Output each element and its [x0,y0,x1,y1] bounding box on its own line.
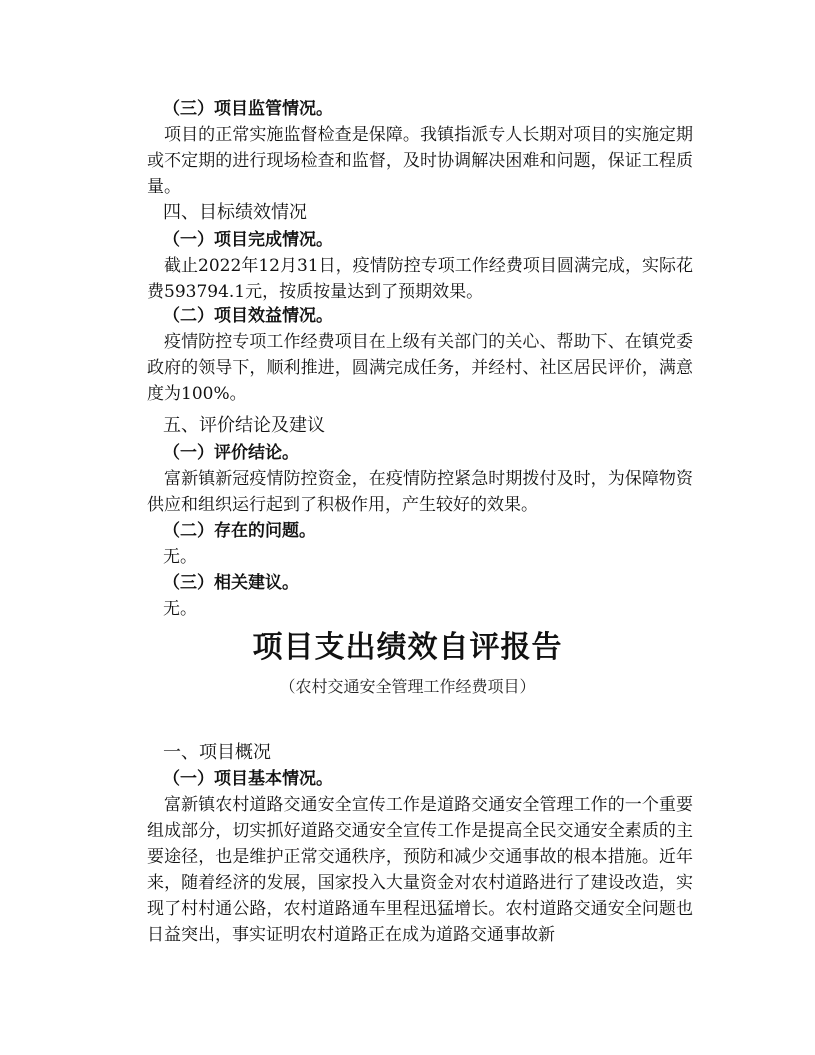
part4-heading: 四、目标绩效情况 [163,202,307,223]
report-title: 项目支出绩效自评报告 [252,630,563,665]
problems-heading: （二）存在的问题。 [163,521,316,541]
conclusion-heading: （一）评价结论。 [163,443,299,463]
part5-heading: 五、评价结论及建议 [163,415,325,436]
completion-body: 截止2022年12月31日，疫情防控专项工作经费项目圆满完成，实际花费593794.1元，按质按量达到了预期效果。 [147,256,693,302]
benefit-heading: （二）项目效益情况。 [163,306,333,326]
supervision-heading: （三）项目监管情况。 [163,99,333,119]
conclusion-body: 富新镇新冠疫情防控资金，在疫情防控紧急时期拨付及时，为保障物资供应和组织运行起到了积极作用，产生较好的效果。 [147,469,693,515]
suggestions-heading: （三）相关建议。 [163,573,299,593]
benefit-body: 疫情防控专项工作经费项目在上级有关部门的关心、帮助下、在镇党委政府的领导下，顺利推进，圆满完成任务，并经村、社区居民评价，满意度为100%。 [147,332,693,404]
report-subtitle: （农村交通安全管理工作经费项目） [279,677,536,696]
supervision-body: 项目的正常实施监督检查是保障。我镇指派专人长期对项目的实施定期或不定期的进行现场检查和监督，及时协调解决困难和问题，保证工程质量。 [147,125,693,197]
basic-info-body: 富新镇农村道路交通安全宣传工作是道路交通安全管理工作的一个重要组成部分，切实抓好道路交通安全宣传工作是提高全民交通安全素质的主要途径，也是维护正常交通秩序，预防和减少交通事故的根本措施。近年来，随着经济的发展，国家投入大量资金对农村道路进行了建设改造，实现了村村通公路，农村道路通车里程迅猛增长。农村道路交通安全问题也日益突出，事实证明农村道路正在成为道路交通事故新 [147,795,693,945]
overview-heading: 一、项目概况 [163,742,271,763]
problems-body: 无。 [163,547,197,567]
basic-info-heading: （一）项目基本情况。 [163,769,333,789]
suggestions-body: 无。 [163,599,197,619]
completion-heading: （一）项目完成情况。 [163,230,333,250]
